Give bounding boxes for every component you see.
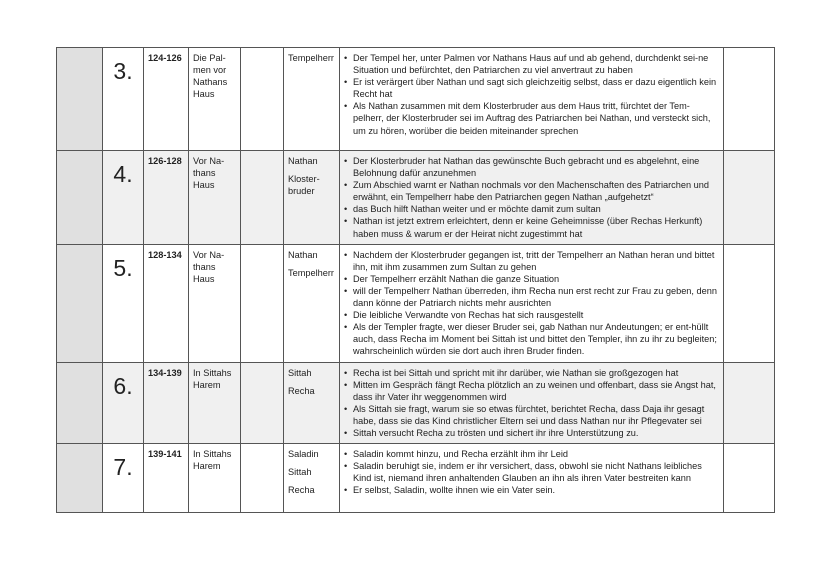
character-name: Sittah bbox=[288, 467, 312, 478]
location-line: Haus bbox=[193, 89, 215, 100]
scene-characters bbox=[284, 362, 340, 444]
summary-point: • Er selbst, Saladin, wollte ihnen wie ein Vater sein. bbox=[344, 484, 719, 496]
location-line: Harem bbox=[193, 461, 221, 472]
character-name: Sittah bbox=[288, 367, 312, 378]
character-name: Saladin bbox=[288, 449, 319, 460]
character-name: Recha bbox=[288, 385, 315, 396]
page-range: 124-126 bbox=[144, 48, 189, 151]
empty-cell bbox=[724, 444, 775, 513]
empty-cell bbox=[724, 48, 775, 151]
summary-point: • Als Sittah sie fragt, warum sie so etwas fürchtet, berichtet Recha, dass Daja ihr gesagt habe, dass sie das Kind christlicher Eltern sei und dass Nathan nur ihr Pflegevater sei bbox=[344, 403, 719, 427]
summary-point: • Der Tempelherr erzählt Nathan die ganze Situation bbox=[344, 273, 719, 285]
summary-point: • Als Nathan zusammen mit dem Klosterbruder aus dem Haus tritt, fürchtet der Tem-pelherr, der Klosterbruder sei im Auftrag des Patriarchen bei Nathan, und versteckt sich, um zu hören, worüber die beiden miteinander sprechen bbox=[344, 100, 719, 136]
page-range: 128-134 bbox=[144, 244, 189, 362]
scene-number: 5. bbox=[103, 244, 144, 362]
location-line: Die Pal- bbox=[193, 53, 226, 63]
character-name: Recha bbox=[288, 485, 315, 496]
scene-location bbox=[189, 244, 241, 362]
side-gray-cell bbox=[57, 151, 103, 245]
page-range: 134-139 bbox=[144, 362, 189, 444]
summary-point: • Recha ist bei Sittah und spricht mit ihr darüber, wie Nathan sie großgezogen hat bbox=[344, 367, 719, 379]
location-line: Vor Na- bbox=[193, 156, 225, 166]
summary-point: • Nachdem der Klosterbruder gegangen ist, tritt der Tempelherr an Nathan heran und bittet ihn, mit ihm zusammen zum Sultan zu gehen bbox=[344, 249, 719, 273]
summary-point: • Saladin beruhigt sie, indem er ihr versichert, dass, obwohl sie nicht Nathans leibliches Kind ist, niemand ihren anhaltenden Glauben an ihn als ihren Vater bestreiten kann bbox=[344, 460, 719, 484]
location-line: In Sittahs bbox=[193, 367, 232, 378]
location-line: Haus bbox=[193, 273, 215, 284]
table-row bbox=[57, 244, 775, 362]
summary-point: • Die leibliche Verwandte von Rechas hat sich rausgestellt bbox=[344, 309, 719, 321]
location-line: Nathans bbox=[193, 77, 228, 88]
scene-summary bbox=[340, 48, 724, 151]
summary-point: • das Buch hilft Nathan weiter und er möchte damit zum sultan bbox=[344, 203, 719, 215]
location-line: Haus bbox=[193, 180, 215, 191]
scene-characters bbox=[284, 151, 340, 245]
empty-cell bbox=[724, 362, 775, 444]
empty-cell bbox=[241, 151, 284, 245]
scene-summary bbox=[340, 151, 724, 245]
empty-cell bbox=[724, 151, 775, 245]
location-line: Harem bbox=[193, 379, 221, 390]
scene-number: 6. bbox=[103, 362, 144, 444]
empty-cell bbox=[241, 244, 284, 362]
scene-characters bbox=[284, 444, 340, 513]
location-line: In Sittahs bbox=[193, 449, 232, 460]
scene-characters bbox=[284, 48, 340, 151]
character-name: Nathan bbox=[288, 249, 318, 260]
empty-cell bbox=[241, 48, 284, 151]
location-line: thans bbox=[193, 261, 216, 272]
summary-point: • Saladin kommt hinzu, und Recha erzählt ihm ihr Leid bbox=[344, 448, 719, 460]
scene-number: 3. bbox=[103, 48, 144, 151]
empty-cell bbox=[241, 444, 284, 513]
empty-cell bbox=[724, 244, 775, 362]
scene-summary bbox=[340, 444, 724, 513]
table-row bbox=[57, 362, 775, 444]
side-gray-cell bbox=[57, 48, 103, 151]
summary-point: • Mitten im Gespräch fängt Recha plötzlich an zu weinen und offenbart, dass sie Angst hat, dass ihr Vater ihr weggenommen wird bbox=[344, 379, 719, 403]
character-name: Tempelherr bbox=[288, 53, 334, 63]
page-range: 126-128 bbox=[144, 151, 189, 245]
scene-location bbox=[189, 151, 241, 245]
table-row bbox=[57, 444, 775, 513]
summary-point: • Zum Abschied warnt er Nathan nochmals vor den Machenschaften des Patriarchen und erwähnt, ein Tempelherr habe den Patriarchen gegen Nathan „aufgehetzt“ bbox=[344, 179, 719, 203]
scene-number: 4. bbox=[103, 151, 144, 245]
empty-cell bbox=[241, 362, 284, 444]
summary-point: • will der Tempelherr Nathan überreden, ihm Recha nun erst recht zur Frau zu geben, denn dann könne der Patriarch nichts mehr ausrichten bbox=[344, 285, 719, 309]
side-gray-cell bbox=[57, 362, 103, 444]
summary-point: • Der Klosterbruder hat Nathan das gewünschte Buch gebracht und es abgelehnt, eine Belohnung dafür anzunehmen bbox=[344, 155, 719, 179]
scene-location bbox=[189, 444, 241, 513]
location-line: Vor Na- bbox=[193, 249, 225, 260]
location-line: men vor bbox=[193, 65, 227, 76]
side-gray-cell bbox=[57, 444, 103, 513]
scene-location bbox=[189, 362, 241, 444]
character-name: Tempelherr bbox=[288, 267, 334, 278]
scene-table bbox=[56, 47, 775, 513]
table-row bbox=[57, 151, 775, 245]
scene-characters bbox=[284, 244, 340, 362]
scene-summary bbox=[340, 362, 724, 444]
summary-point: • Er ist verärgert über Nathan und sagt sich gleichzeitig selbst, dass er dazu eigentlich kein Recht hat bbox=[344, 76, 719, 100]
table-row bbox=[57, 48, 775, 151]
summary-point: • Der Tempel her, unter Palmen vor Nathans Haus auf und ab gehend, durchdenkt sei-ne Situation und befürchtet, den Patriarchen zu viel anvertraut zu haben bbox=[344, 52, 719, 76]
scene-number: 7. bbox=[103, 444, 144, 513]
location-line: thans bbox=[193, 168, 216, 179]
scene-location bbox=[189, 48, 241, 151]
summary-point: • Sittah versucht Recha zu trösten und sichert ihr ihre Unterstützung zu. bbox=[344, 427, 719, 439]
summary-point: • Nathan ist jetzt extrem erleichtert, denn er keine Geheimnisse (über Rechas Herkunft) haben muss & warum er der Heirat nicht zugestimmt hat bbox=[344, 215, 719, 239]
side-gray-cell bbox=[57, 244, 103, 362]
summary-point: • Als der Templer fragte, wer dieser Bruder sei, gab Nathan nur Andeutungen; er ent-hüllt auch, dass Recha im Moment bei Sittah ist und bittet den Templer, ihn zu ihr zu begleiten; wahrscheinlich würden sie dort auch ihren Bruder finden. bbox=[344, 321, 719, 357]
character-name: Nathan bbox=[288, 156, 318, 166]
page-range: 139-141 bbox=[144, 444, 189, 513]
character-name: Kloster-bruder bbox=[288, 174, 320, 197]
scene-summary bbox=[340, 244, 724, 362]
